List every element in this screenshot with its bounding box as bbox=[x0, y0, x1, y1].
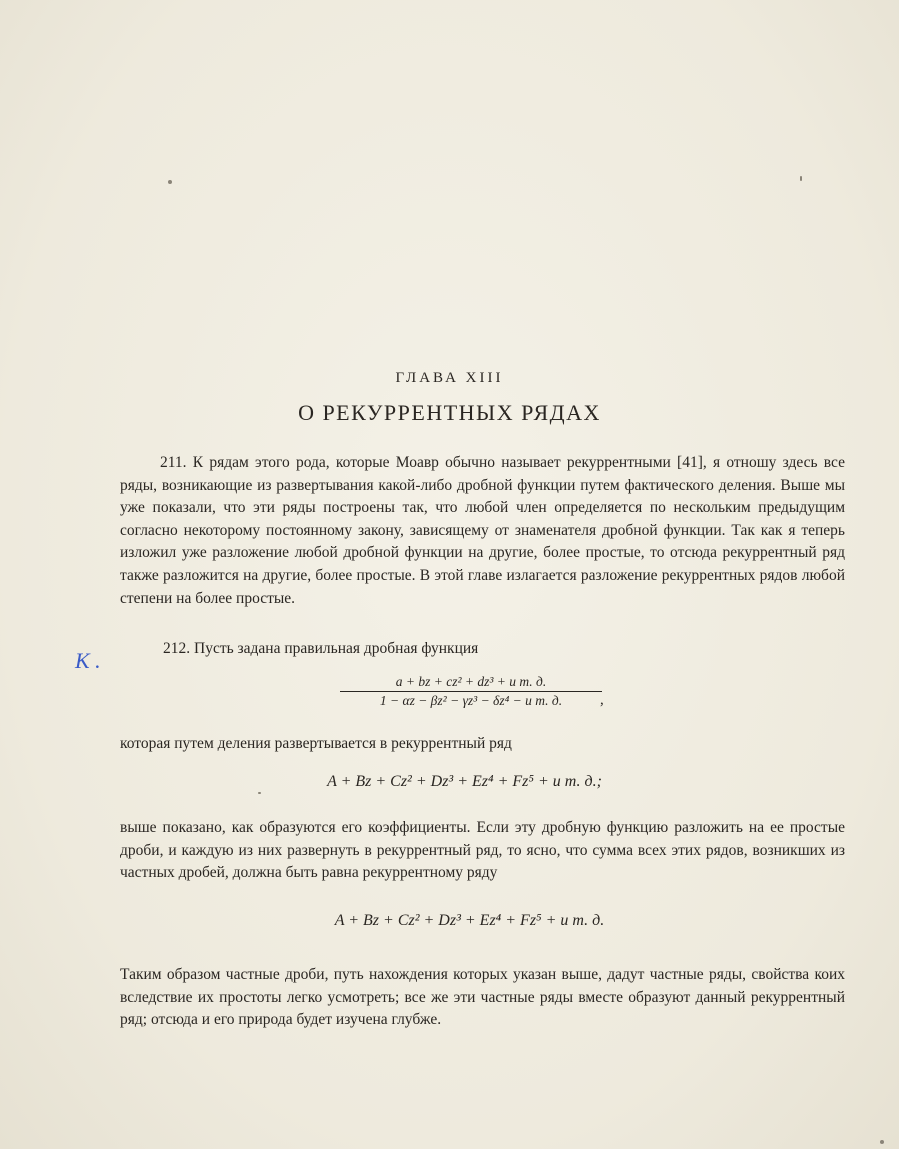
paragraph-series-intro: которая путем деления развертывается в рекуррентный ряд bbox=[120, 735, 512, 752]
chapter-title: О РЕКУРРЕНТНЫХ РЯДАХ bbox=[298, 400, 601, 425]
paper-speck bbox=[258, 792, 261, 794]
paper-speck bbox=[168, 180, 172, 184]
fraction-trailing-comma: , bbox=[600, 692, 604, 708]
paper-speck bbox=[880, 1140, 884, 1144]
paragraph-212-intro: 212. Пусть задана правильная дробная функция bbox=[163, 640, 479, 657]
fraction-formula bbox=[340, 674, 602, 709]
paper-speck bbox=[800, 176, 802, 181]
paragraph-211: 211. К рядам этого рода, которые Моавр обычно называет рекуррентными [41], я отношу здесь все ряды, возникающие из развертывания какой-либо дробной функции путем фактического деления. Выше мы уже показали, что эти ряды построены так, что любой член определяется по нескольким предыдущим согласно некоторому постоянному закону, зависящему от знаменателя дробной функции. Так как я теперь изложил уже разложение любой дробной функции на другие, более простые, то отсюда рекуррентный ряд также разложится на другие, более простые. В этой главе излагается разложение рекуррентных рядов любой степени на более простые. bbox=[120, 454, 845, 607]
paragraph-partial-series: Таким образом частные дроби, путь нахождения которых указан выше, дадут частные ряды, свойства коих вследствие их простоты легко усмотреть; все же эти частные ряды вместе образуют данный рекуррентный ряд; отсюда и его природа будет изучена глубже. bbox=[120, 966, 845, 1029]
fraction-numerator: a + bz + cz² + dz³ + и т. д. bbox=[395, 674, 547, 689]
recurrent-series-equation-2: A + Bz + Cz² + Dz³ + Ez⁴ + Fz⁵ + и т. д. bbox=[334, 912, 605, 929]
fraction-denominator: 1 − αz − βz² − γz³ − δz⁴ − и т. д. bbox=[379, 693, 563, 708]
handwritten-margin-mark: К . bbox=[75, 648, 101, 673]
recurrent-series-equation: A + Bz + Cz² + Dz³ + Ez⁴ + Fz⁵ + и т. д.; bbox=[327, 773, 602, 790]
chapter-number: ГЛАВА XIII bbox=[395, 370, 504, 386]
paragraph-coefficients: выше показано, как образуются его коэффициенты. Если эту дробную функцию разложить на ее простые дроби, и каждую из них развернуть в рекуррентный ряд, то ясно, что сумма всех этих рядов, возникших из частных дробей, должна быть равна рекуррентному ряду bbox=[120, 819, 845, 882]
